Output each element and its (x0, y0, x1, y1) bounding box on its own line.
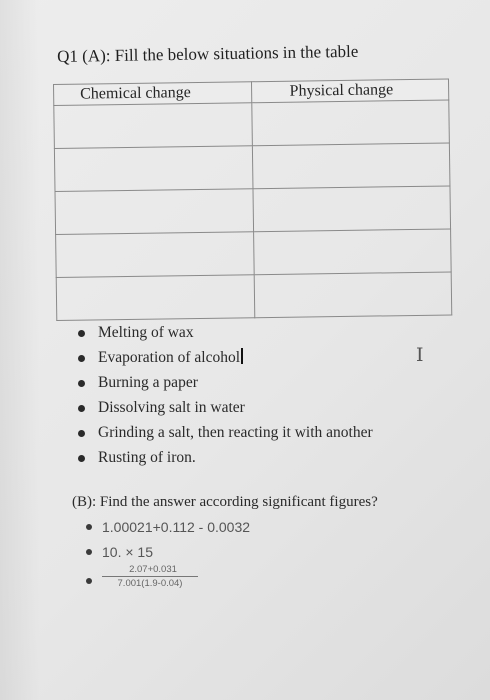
table-cell[interactable] (56, 275, 254, 321)
fraction-expression (102, 564, 198, 589)
situation-text: Grinding a salt, then reacting it with another (98, 424, 373, 441)
calculation-text: 1.00021+0.112 - 0.0032 (102, 519, 251, 535)
table-row (56, 272, 452, 321)
table-cell[interactable] (54, 103, 252, 149)
table-cell[interactable] (254, 272, 452, 318)
situation-text: Melting of wax (98, 324, 194, 341)
calculation-text: 10. × 15 (102, 544, 153, 560)
table-row (54, 143, 450, 192)
situation-text: Evaporation of alcohol (98, 349, 241, 366)
fraction-denominator: 7.001(1.9-0.04) (117, 578, 183, 589)
bullet-dot (86, 578, 92, 584)
table-cell[interactable] (251, 100, 449, 146)
calculation-list (86, 516, 250, 566)
fraction-bar (102, 576, 198, 577)
table-cell[interactable] (55, 189, 253, 235)
list-item (86, 541, 250, 566)
list-item (78, 322, 373, 347)
situations-list (78, 322, 373, 472)
table-row (55, 186, 451, 235)
page-shadow (0, 0, 40, 700)
classification-table (53, 78, 452, 321)
situation-text: Rusting of iron. (98, 449, 196, 466)
situation-text: Dissolving salt in water (98, 399, 245, 416)
table-cell[interactable] (54, 146, 252, 192)
list-item (78, 347, 373, 372)
table-cell[interactable] (252, 186, 450, 232)
table-row (54, 100, 450, 149)
list-item (78, 397, 373, 422)
list-item (78, 372, 373, 397)
text-caret (241, 348, 243, 364)
text-cursor-icon: I (416, 344, 424, 366)
header-physical-change: Physical change (251, 79, 449, 103)
list-item (86, 516, 250, 541)
question-a-title: Q1 (A): Fill the below situations in the table (57, 41, 359, 66)
table-cell[interactable] (253, 229, 451, 275)
question-b-title: (B): Find the answer according significant figures? (72, 494, 378, 510)
classification-table-wrapper (53, 78, 452, 320)
table-row (56, 229, 452, 278)
list-item (78, 422, 373, 447)
list-item (78, 447, 373, 472)
fraction-numerator: 2.07+0.031 (129, 564, 177, 575)
table-cell[interactable] (252, 143, 450, 189)
table-cell[interactable] (56, 232, 254, 278)
situation-text: Burning a paper (98, 374, 198, 391)
header-chemical-change: Chemical change (54, 82, 252, 106)
